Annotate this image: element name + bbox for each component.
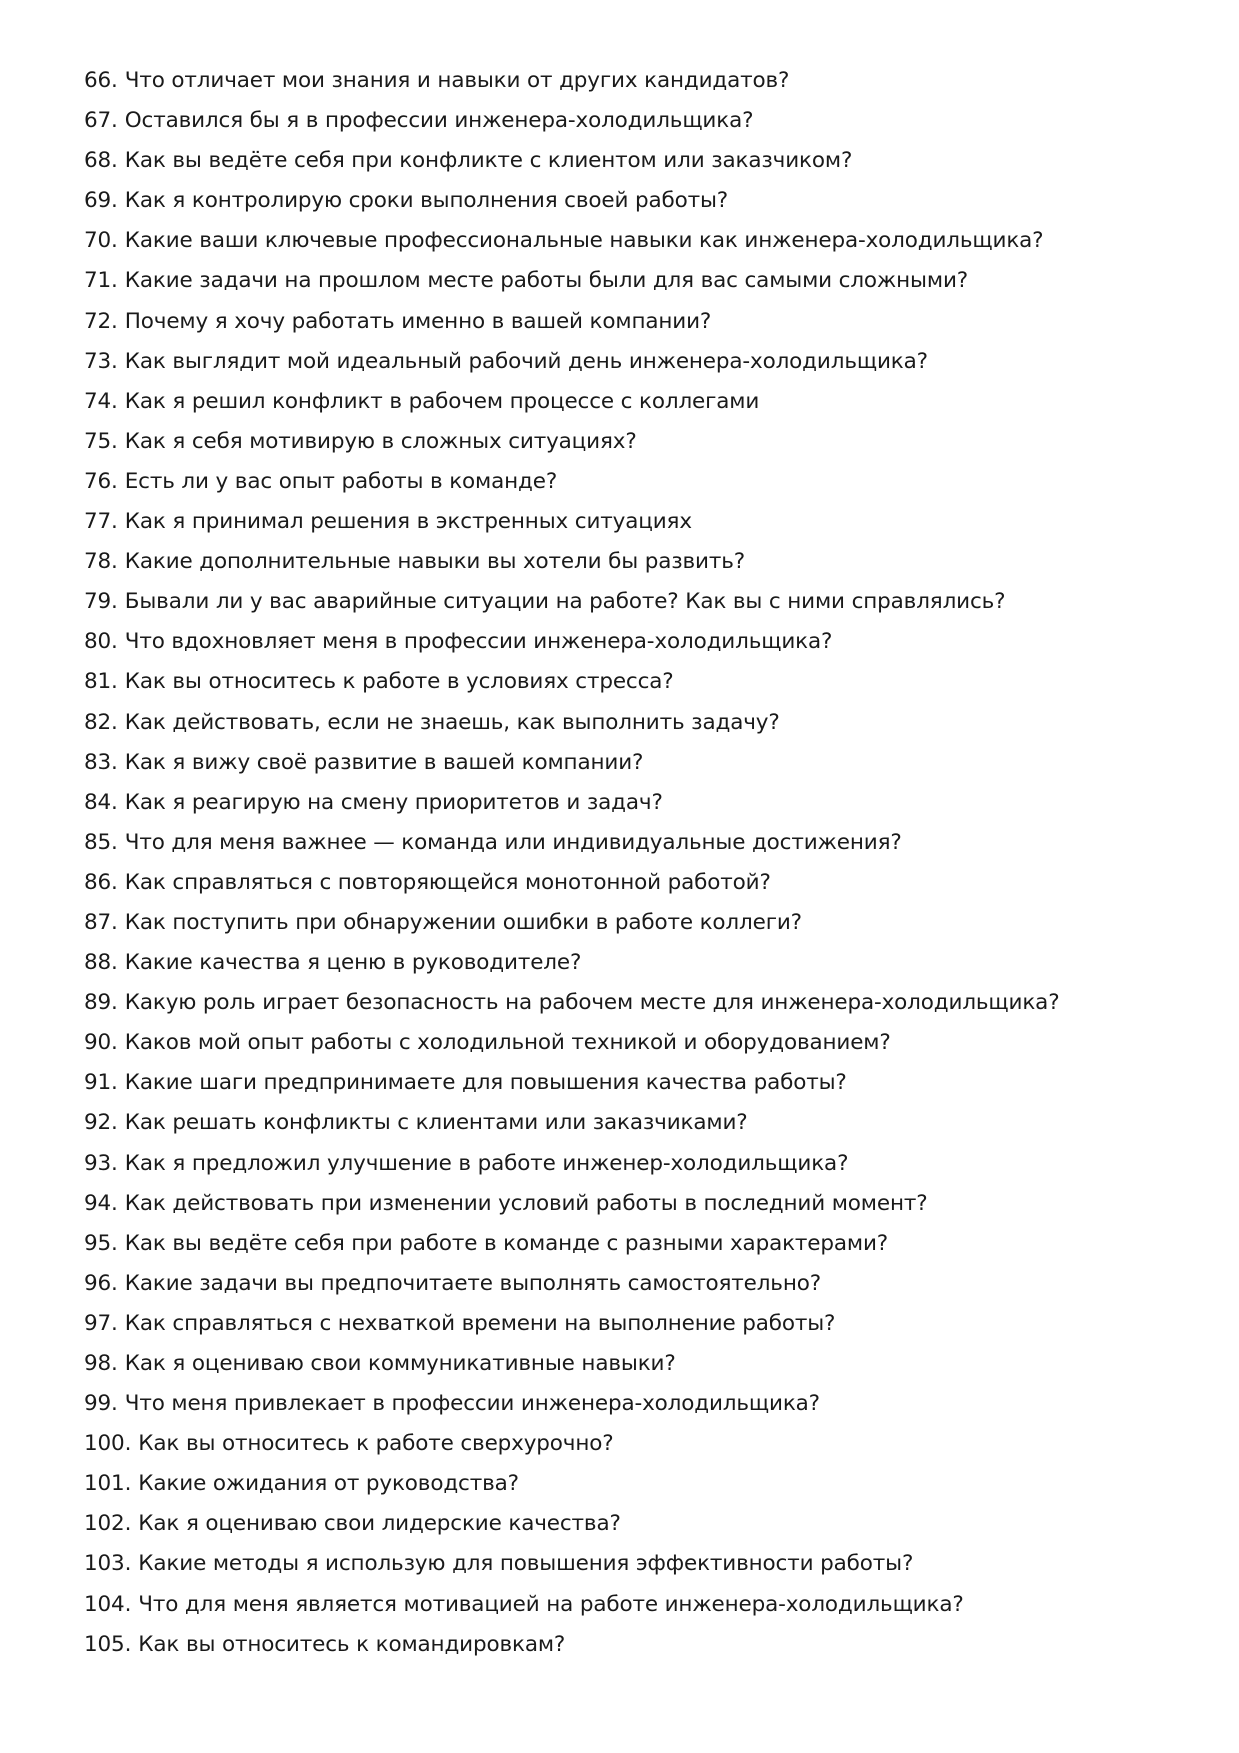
question-number: 104. — [84, 1591, 132, 1617]
question-text: Как справляться с нехваткой времени на выполнение работы? — [124, 1310, 836, 1336]
question-number: 74. — [84, 388, 118, 414]
question-item — [84, 221, 1059, 261]
question-number: 83. — [84, 749, 118, 775]
question-text: Как я оцениваю свои лидерские качества? — [138, 1511, 621, 1537]
question-item — [84, 1023, 1059, 1063]
question-text: Какие ожидания от руководства? — [138, 1471, 519, 1497]
question-number: 92. — [84, 1110, 118, 1136]
question-text: Каков мой опыт работы с холодильной техникой и оборудованием? — [124, 1030, 891, 1056]
question-text: Как я себя мотивирую в сложных ситуациях? — [124, 428, 637, 454]
question-item — [84, 1184, 1059, 1224]
question-item — [84, 1144, 1059, 1184]
question-item — [84, 983, 1059, 1023]
question-text: Какие задачи вы предпочитаете выполнять самостоятельно? — [124, 1270, 822, 1296]
question-item — [84, 422, 1059, 462]
question-text: Как вы относитесь к работе сверхурочно? — [138, 1431, 614, 1457]
question-number: 99. — [84, 1391, 118, 1417]
question-item — [84, 1103, 1059, 1143]
question-item — [84, 622, 1059, 662]
question-item — [84, 582, 1059, 622]
question-item — [84, 943, 1059, 983]
question-text: Какие ваши ключевые профессиональные навыки как инженера-холодильщика? — [124, 228, 1044, 254]
question-item — [84, 1585, 1059, 1625]
question-item — [84, 662, 1059, 702]
question-number: 73. — [84, 348, 118, 374]
question-number: 100. — [84, 1431, 132, 1457]
question-text: Как вы относитесь к командировкам? — [138, 1631, 566, 1657]
question-text: Что меня привлекает в профессии инженера-холодильщика? — [124, 1391, 820, 1417]
question-item — [84, 181, 1059, 221]
question-number: 88. — [84, 950, 118, 976]
question-text: Что вдохновляет меня в профессии инженера-холодильщика? — [124, 629, 833, 655]
question-text: Какие дополнительные навыки вы хотели бы развить? — [124, 549, 746, 575]
question-list — [84, 61, 1059, 1665]
question-text: Какие задачи на прошлом месте работы были для вас самыми сложными? — [124, 268, 969, 294]
question-number: 80. — [84, 629, 118, 655]
question-item — [84, 1224, 1059, 1264]
question-number: 82. — [84, 709, 118, 735]
question-text: Какие шаги предпринимаете для повышения качества работы? — [124, 1070, 847, 1096]
question-number: 101. — [84, 1471, 132, 1497]
question-number: 89. — [84, 990, 118, 1016]
question-number: 103. — [84, 1551, 132, 1577]
question-item — [84, 903, 1059, 943]
question-number: 81. — [84, 669, 118, 695]
question-item — [84, 1544, 1059, 1584]
question-number: 70. — [84, 228, 118, 254]
question-item — [84, 1625, 1059, 1665]
question-item — [84, 1464, 1059, 1504]
question-text: Бывали ли у вас аварийные ситуации на работе? Как вы с ними справлялись? — [124, 589, 1006, 615]
question-number: 79. — [84, 589, 118, 615]
question-item — [84, 1504, 1059, 1544]
question-text: Оставился бы я в профессии инженера-холодильщика? — [124, 108, 754, 134]
question-number: 72. — [84, 308, 118, 334]
question-item — [84, 783, 1059, 823]
question-item — [84, 1344, 1059, 1384]
question-text: Как я решил конфликт в рабочем процессе с коллегами — [124, 388, 760, 414]
question-text: Как вы относитесь к работе в условиях стресса? — [124, 669, 674, 695]
question-number: 77. — [84, 509, 118, 535]
question-number: 84. — [84, 789, 118, 815]
question-item — [84, 101, 1059, 141]
question-text: Что для меня является мотивацией на работе инженера-холодильщика? — [138, 1591, 964, 1617]
question-text: Как я реагирую на смену приоритетов и задач? — [124, 789, 663, 815]
question-text: Как я контролирую сроки выполнения своей работы? — [124, 188, 729, 214]
question-text: Как справляться с повторяющейся монотонной работой? — [124, 869, 771, 895]
question-number: 90. — [84, 1030, 118, 1056]
question-item — [84, 382, 1059, 422]
question-number: 71. — [84, 268, 118, 294]
question-text: Как действовать при изменении условий работы в последний момент? — [124, 1190, 928, 1216]
question-number: 78. — [84, 549, 118, 575]
question-text: Как выглядит мой идеальный рабочий день инженера-холодильщика? — [124, 348, 928, 374]
question-number: 105. — [84, 1631, 132, 1657]
question-text: Как действовать, если не знаешь, как выполнить задачу? — [124, 709, 780, 735]
question-number: 102. — [84, 1511, 132, 1537]
question-text: Как вы ведёте себя при конфликте с клиентом или заказчиком? — [124, 148, 853, 174]
question-number: 91. — [84, 1070, 118, 1096]
question-number: 93. — [84, 1150, 118, 1176]
question-text: Какие методы я использую для повышения эффективности работы? — [138, 1551, 914, 1577]
question-item — [84, 342, 1059, 382]
question-item — [84, 1264, 1059, 1304]
question-text: Что для меня важнее — команда или индивидуальные достижения? — [124, 829, 902, 855]
question-text: Как я оцениваю свои коммуникативные навыки? — [124, 1351, 676, 1376]
question-item — [84, 1304, 1059, 1344]
question-item — [84, 141, 1059, 181]
question-item — [84, 542, 1059, 582]
question-item — [84, 703, 1059, 743]
question-number: 67. — [84, 108, 118, 134]
question-item — [84, 261, 1059, 301]
question-number: 96. — [84, 1270, 118, 1296]
question-number: 87. — [84, 909, 118, 935]
question-text: Как я принимал решения в экстренных ситуациях — [124, 509, 692, 535]
question-text: Какие качества я ценю в руководителе? — [124, 950, 582, 976]
question-item — [84, 462, 1059, 502]
question-item — [84, 302, 1059, 342]
question-number: 95. — [84, 1230, 118, 1256]
question-item — [84, 823, 1059, 863]
question-number: 76. — [84, 468, 118, 494]
question-text: Как вы ведёте себя при работе в команде с разными характерами? — [124, 1230, 889, 1256]
question-text: Как я предложил улучшение в работе инженер-холодильщика? — [124, 1150, 849, 1176]
question-text: Как я вижу своё развитие в вашей компании? — [124, 749, 644, 775]
question-text: Как поступить при обнаружении ошибки в работе коллеги? — [124, 909, 802, 935]
question-item — [84, 1063, 1059, 1103]
question-number: 69. — [84, 188, 118, 214]
question-text: Как решать конфликты с клиентами или заказчиками? — [124, 1110, 748, 1136]
question-item — [84, 61, 1059, 101]
question-item — [84, 863, 1059, 903]
question-number: 68. — [84, 148, 118, 174]
question-item — [84, 1424, 1059, 1464]
question-text: Есть ли у вас опыт работы в команде? — [124, 468, 558, 494]
question-number: 75. — [84, 428, 118, 454]
question-text: Что отличает мои знания и навыки от других кандидатов? — [124, 68, 790, 93]
question-item — [84, 743, 1059, 783]
question-number: 97. — [84, 1310, 118, 1336]
question-number: 94. — [84, 1190, 118, 1216]
question-number: 98. — [84, 1351, 118, 1376]
question-number: 85. — [84, 829, 118, 855]
question-text: Почему я хочу работать именно в вашей компании? — [124, 308, 712, 334]
question-number: 86. — [84, 869, 118, 895]
question-item — [84, 1384, 1059, 1424]
question-item — [84, 502, 1059, 542]
question-text: Какую роль играет безопасность на рабочем месте для инженера-холодильщика? — [124, 990, 1060, 1016]
question-number: 66. — [84, 68, 118, 93]
